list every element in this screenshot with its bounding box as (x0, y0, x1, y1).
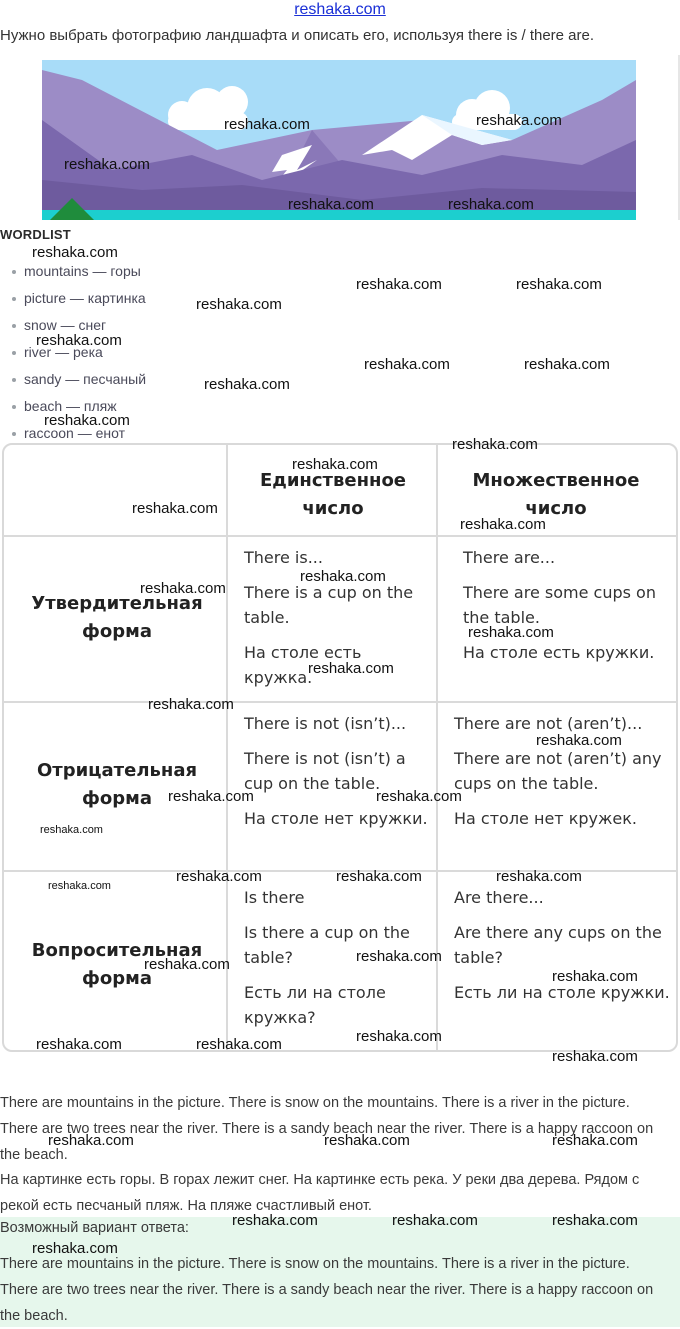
watermark-text: reshaka.com (452, 436, 538, 453)
negative-plural (454, 711, 674, 841)
watermark-text: reshaka.com (196, 296, 282, 313)
watermark-text: reshaka.com (232, 1212, 318, 1229)
watermark-text: reshaka.com (356, 276, 442, 293)
wordlist-item: picture — картинка (12, 289, 146, 316)
watermark-text: reshaka.com (536, 732, 622, 749)
watermark-text: reshaka.com (552, 1212, 638, 1229)
rule-translation: На столе есть кружки. (463, 643, 655, 662)
watermark-text: reshaka.com (460, 516, 546, 533)
affirmative-plural (463, 545, 673, 675)
watermark-text: reshaka.com (468, 624, 554, 641)
watermark-text: reshaka.com (132, 500, 218, 517)
watermark-text: reshaka.com (288, 196, 374, 213)
table-divider (4, 701, 676, 703)
watermark-text: reshaka.com (140, 580, 226, 597)
watermark-text: reshaka.com (44, 412, 130, 429)
watermark-text: reshaka.com (376, 788, 462, 805)
wordlist-item: sandy — песчаный (12, 370, 146, 397)
rule-translation: На столе нет кружки. (244, 809, 428, 828)
wordlist-item: raccoon — енот (12, 424, 146, 451)
task-instruction: Нужно выбрать фотографию ландшафта и описать его, используя there is / there are. (0, 27, 595, 44)
paragraph-english: There are mountains in the picture. There is snow on the mountains. There is a river in the picture. There are two trees near the river. There is a sandy beach near the river. There is a happy raccoon on the beach. (0, 1095, 654, 1163)
watermark-text: reshaka.com (40, 824, 103, 836)
wordlist-item: beach — пляж (12, 397, 146, 424)
watermark-text: reshaka.com (176, 868, 262, 885)
watermark-text: reshaka.com (524, 356, 610, 373)
watermark-text: reshaka.com (48, 880, 111, 892)
watermark-text: reshaka.com (36, 332, 122, 349)
watermark-text: reshaka.com (448, 196, 534, 213)
rule-form: There is not (isn’t)... (244, 714, 407, 733)
watermark-text: reshaka.com (36, 1036, 122, 1053)
watermark-text: reshaka.com (392, 1212, 478, 1229)
rule-form: Are there... (454, 888, 544, 907)
watermark-text: reshaka.com (552, 1132, 638, 1149)
interrogative-plural (454, 885, 674, 1015)
rule-form: There is... (244, 548, 323, 567)
rule-example: There are some cups on the table. (463, 583, 656, 627)
watermark-text: reshaka.com (336, 868, 422, 885)
wordlist-item: river — река (12, 343, 146, 370)
answer-text: There are mountains in the picture. There is snow on the mountains. There is a river in the picture. There are two trees near the river. There is a sandy beach near the river. There is a happy raccoon on the beach. (0, 1256, 654, 1324)
negative-singular (244, 711, 429, 841)
header-plural: Множественное число (472, 470, 640, 519)
table-divider (4, 535, 676, 537)
watermark-text: reshaka.com (356, 948, 442, 965)
watermark-text: reshaka.com (204, 376, 290, 393)
row-label-negative: Отрицательная форма (36, 760, 198, 809)
watermark-text: reshaka.com (48, 1132, 134, 1149)
watermark-text: reshaka.com (364, 356, 450, 373)
rule-example: Are there any cups on the table? (454, 923, 662, 967)
watermark-text: reshaka.com (496, 868, 582, 885)
watermark-text: reshaka.com (148, 696, 234, 713)
rule-translation: Есть ли на столе кружка? (244, 983, 386, 1027)
watermark-text: reshaka.com (324, 1132, 410, 1149)
answer-label: Возможный вариант ответа: (0, 1220, 189, 1236)
watermark-text: reshaka.com (32, 244, 118, 261)
watermark-text: reshaka.com (224, 116, 310, 133)
watermark-text: reshaka.com (552, 968, 638, 985)
header-singular: Единственное число (259, 470, 407, 519)
row-label-interrogative: Вопросительная форма (31, 940, 203, 989)
watermark-text: reshaka.com (476, 112, 562, 129)
paragraph-russian: На картинке есть горы. В горах лежит снег. На картинке есть река. У реки два дерева. Рядом с рекой есть песчаный пляж. На пляже счастливый енот. (0, 1172, 640, 1214)
rule-example: There is not (isn’t) a cup on the table. (244, 749, 406, 793)
rule-translation: Есть ли на столе кружки. (454, 983, 670, 1002)
rule-form: There are... (463, 548, 556, 567)
watermark-text: reshaka.com (32, 1240, 118, 1257)
watermark-text: reshaka.com (196, 1036, 282, 1053)
watermark-text: reshaka.com (144, 956, 230, 973)
row-label-affirmative: Утвердительная форма (31, 593, 203, 642)
watermark-text: reshaka.com (168, 788, 254, 805)
site-link[interactable]: reshaka.com (294, 1, 386, 18)
rule-form: There are not (aren’t)... (454, 714, 643, 733)
rule-example: There are not (aren’t) any cups on the table. (454, 749, 662, 793)
rule-example: Is there a cup on the table? (244, 923, 410, 967)
wordlist-item: snow — снег (12, 316, 146, 343)
watermark-text: reshaka.com (356, 1028, 442, 1045)
rule-form: Is there (244, 888, 305, 907)
watermark-text: reshaka.com (552, 1048, 638, 1065)
watermark-text: reshaka.com (64, 156, 150, 173)
wordlist-item: mountains — горы (12, 262, 146, 289)
rule-example: There is a cup on the table. (244, 583, 414, 627)
wordlist-title: WORDLIST (0, 227, 71, 242)
watermark-text: reshaka.com (300, 568, 386, 585)
rule-translation: На столе нет кружек. (454, 809, 637, 828)
watermark-text: reshaka.com (292, 456, 378, 473)
rule-translation: На столе есть кружка. (244, 643, 362, 687)
watermark-text: reshaka.com (308, 660, 394, 677)
watermark-text: reshaka.com (516, 276, 602, 293)
